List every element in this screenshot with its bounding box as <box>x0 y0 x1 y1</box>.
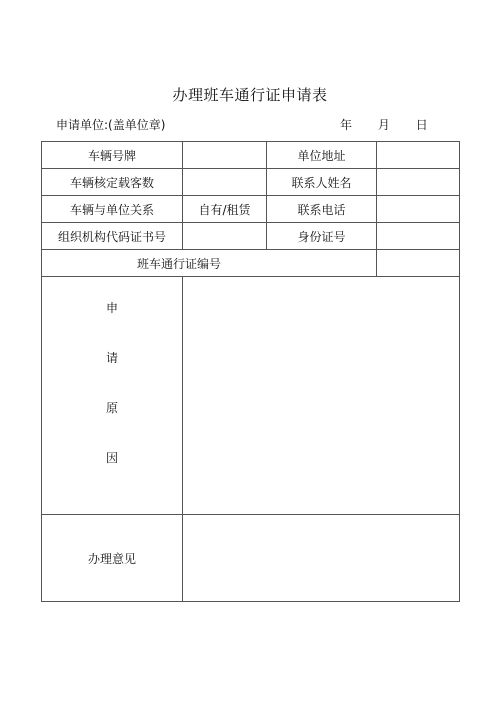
reason-char: 请 <box>105 351 118 365</box>
contact-name-label: 联系人姓名 <box>267 169 377 196</box>
org-code-field[interactable] <box>183 223 267 250</box>
contact-phone-label: 联系电话 <box>267 196 377 223</box>
table-row <box>42 196 460 223</box>
plate-number-label: 车辆号牌 <box>42 142 183 169</box>
day-label: 日 <box>415 118 428 132</box>
month-label: 月 <box>377 118 390 132</box>
table-row <box>42 169 460 196</box>
table-row <box>42 277 460 515</box>
org-code-label: 组织机构代码证书号 <box>42 223 183 250</box>
reason-char: 因 <box>105 451 118 465</box>
date-line <box>340 116 428 133</box>
reason-field[interactable] <box>183 277 460 515</box>
permit-number-label: 班车通行证编号 <box>42 250 377 277</box>
contact-phone-field[interactable] <box>377 196 460 223</box>
application-form-table <box>41 141 460 602</box>
reason-char: 原 <box>105 401 118 415</box>
applicant-unit-label: 申请单位:(盖单位章) <box>56 118 166 132</box>
contact-name-field[interactable] <box>377 169 460 196</box>
id-number-field[interactable] <box>377 223 460 250</box>
vehicle-relation-label: 车辆与单位关系 <box>42 196 183 223</box>
table-row <box>42 250 460 277</box>
form-title: 办理班车通行证申请表 <box>172 86 328 104</box>
reason-label <box>42 277 183 515</box>
table-row <box>42 515 460 602</box>
plate-number-field[interactable] <box>183 142 267 169</box>
unit-address-label: 单位地址 <box>267 142 377 169</box>
opinion-label: 办理意见 <box>42 515 183 602</box>
seat-capacity-field[interactable] <box>183 169 267 196</box>
seat-capacity-label: 车辆核定载客数 <box>42 169 183 196</box>
permit-number-field[interactable] <box>377 250 460 277</box>
year-label: 年 <box>340 118 353 132</box>
unit-address-field[interactable] <box>377 142 460 169</box>
opinion-field[interactable] <box>183 515 460 602</box>
table-row <box>42 142 460 169</box>
id-number-label: 身份证号 <box>267 223 377 250</box>
table-row <box>42 223 460 250</box>
vehicle-relation-field[interactable]: 自有/租赁 <box>183 196 267 223</box>
reason-char: 申 <box>105 301 118 315</box>
